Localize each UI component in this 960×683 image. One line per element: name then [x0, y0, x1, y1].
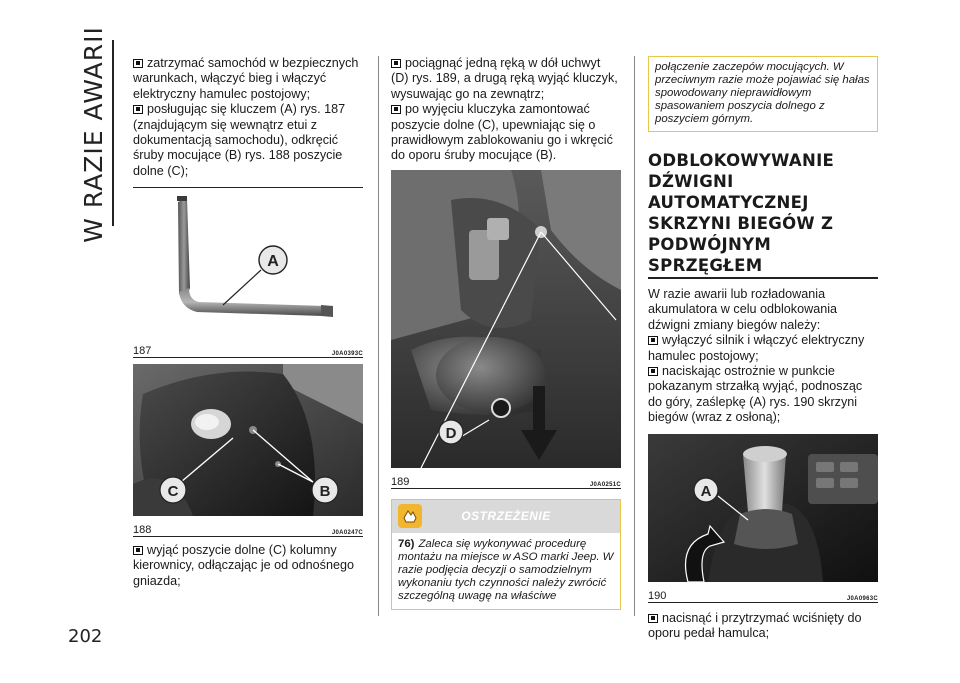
side-rule-divider	[112, 40, 114, 226]
list-item: zatrzymać samochód w bezpiecznych warunkach, włączyć bieg i włączyć elektryczny hamulec postojowy;	[133, 56, 359, 101]
list-item: wyłączyć silnik i włączyć elektryczny hamulec postojowy;	[648, 333, 865, 363]
warning-title: OSTRZEŻENIE	[461, 509, 551, 524]
warning-hand-icon	[398, 504, 422, 528]
steering-lock-photo	[391, 170, 621, 468]
bullet-square-icon	[133, 59, 143, 68]
column-2	[391, 56, 621, 610]
callout-d-label: D	[445, 424, 457, 442]
figure-caption: 190 J0A0963C	[648, 590, 878, 603]
bullet-square-icon	[391, 105, 401, 114]
page-number: 202	[68, 626, 103, 647]
callout-a-label: A	[267, 253, 279, 271]
list-item: wyjąć poszycie dolne (C) kolumny kierownicy, odłączając je od odnośnego gniazda;	[133, 543, 354, 588]
figure-caption: 189 J0A0251C	[391, 476, 621, 489]
intro-paragraph: W razie awarii lub rozładowania akumulatora w celu odblokowania dźwigni zmiany biegów należy:	[648, 287, 838, 332]
column-3	[648, 56, 878, 642]
bullet-square-icon	[648, 614, 658, 623]
list-item: nacisnąć i przytrzymać wciśnięty do oporu pedał hamulca;	[648, 611, 862, 641]
side-section-title: W RAZIE AWARII	[78, 25, 108, 243]
bullet-square-icon	[648, 336, 658, 345]
column-1	[133, 56, 363, 589]
bullet-square-icon	[648, 367, 658, 376]
figure-caption: 187 J0A0393C	[133, 344, 363, 357]
callout-a-label: A	[700, 482, 712, 500]
bullet-square-icon	[391, 59, 401, 68]
gear-lever-photo	[648, 434, 878, 582]
warning-text: 76) Zaleca się wykonywać procedurę montażu na miejsce w ASO marki Jeep. W razie podjęcia decyzji o samodzielnym wykonaniu tych czynności należy zwrócić szczególną uwagę na właściwe	[398, 538, 614, 603]
callout-b-label: B	[319, 482, 331, 500]
figure-190	[648, 434, 878, 603]
warning-header	[392, 500, 620, 533]
bullet-square-icon	[133, 546, 143, 555]
list-item: pociągnąć jedną ręką w dół uchwyt (D) rys. 189, a drugą ręką wyjąć kluczyk, wysuwając go na zewnątrz;	[391, 56, 618, 101]
section-heading: ODBLOKOWYWANIE DŹWIGNI AUTOMATYCZNEJ SKRZYNI BIEGÓW Z PODWÓJNYM SPRZĘGŁEM	[648, 151, 835, 275]
figure-189	[391, 170, 621, 489]
allen-key-illustration	[133, 188, 363, 336]
bullet-square-icon	[133, 105, 143, 114]
list-item: po wyjęciu kluczyka zamontować poszycie dolne (C), upewniając się o prawidłowym zablokowaniu go i wkręcić do oporu śruby mocujące (B).	[391, 102, 613, 163]
list-item: naciskając ostrożnie w punkcie pokazanym strzałką wyjąć, podnosząc do góry, zaślepkę (A) rys. 190 skrzyni biegów (wraz z osłoną);	[648, 364, 863, 425]
list-item: posługując się kluczem (A) rys. 187 (znajdującym się wewnątrz etui z dokumentacją samochodu), odkręcić śruby mocujące (B) rys. 188 poszycie dolne (C);	[133, 102, 346, 178]
steering-column-photo	[133, 364, 363, 516]
note-continuation-box: połączenie zaczepów mocujących. W przeciwnym razie może pojawiać się hałas spowodowany nieprawidłowym spasowaniem poszycia dolnego z poszyciem górnym.	[648, 56, 878, 132]
figure-caption: 188 J0A0247C	[133, 524, 363, 537]
warning-box	[391, 499, 621, 610]
column-divider	[378, 56, 379, 616]
callout-c-label: C	[167, 482, 179, 500]
figure-188	[133, 364, 363, 537]
column-divider	[634, 56, 635, 616]
figure-187	[133, 188, 363, 357]
